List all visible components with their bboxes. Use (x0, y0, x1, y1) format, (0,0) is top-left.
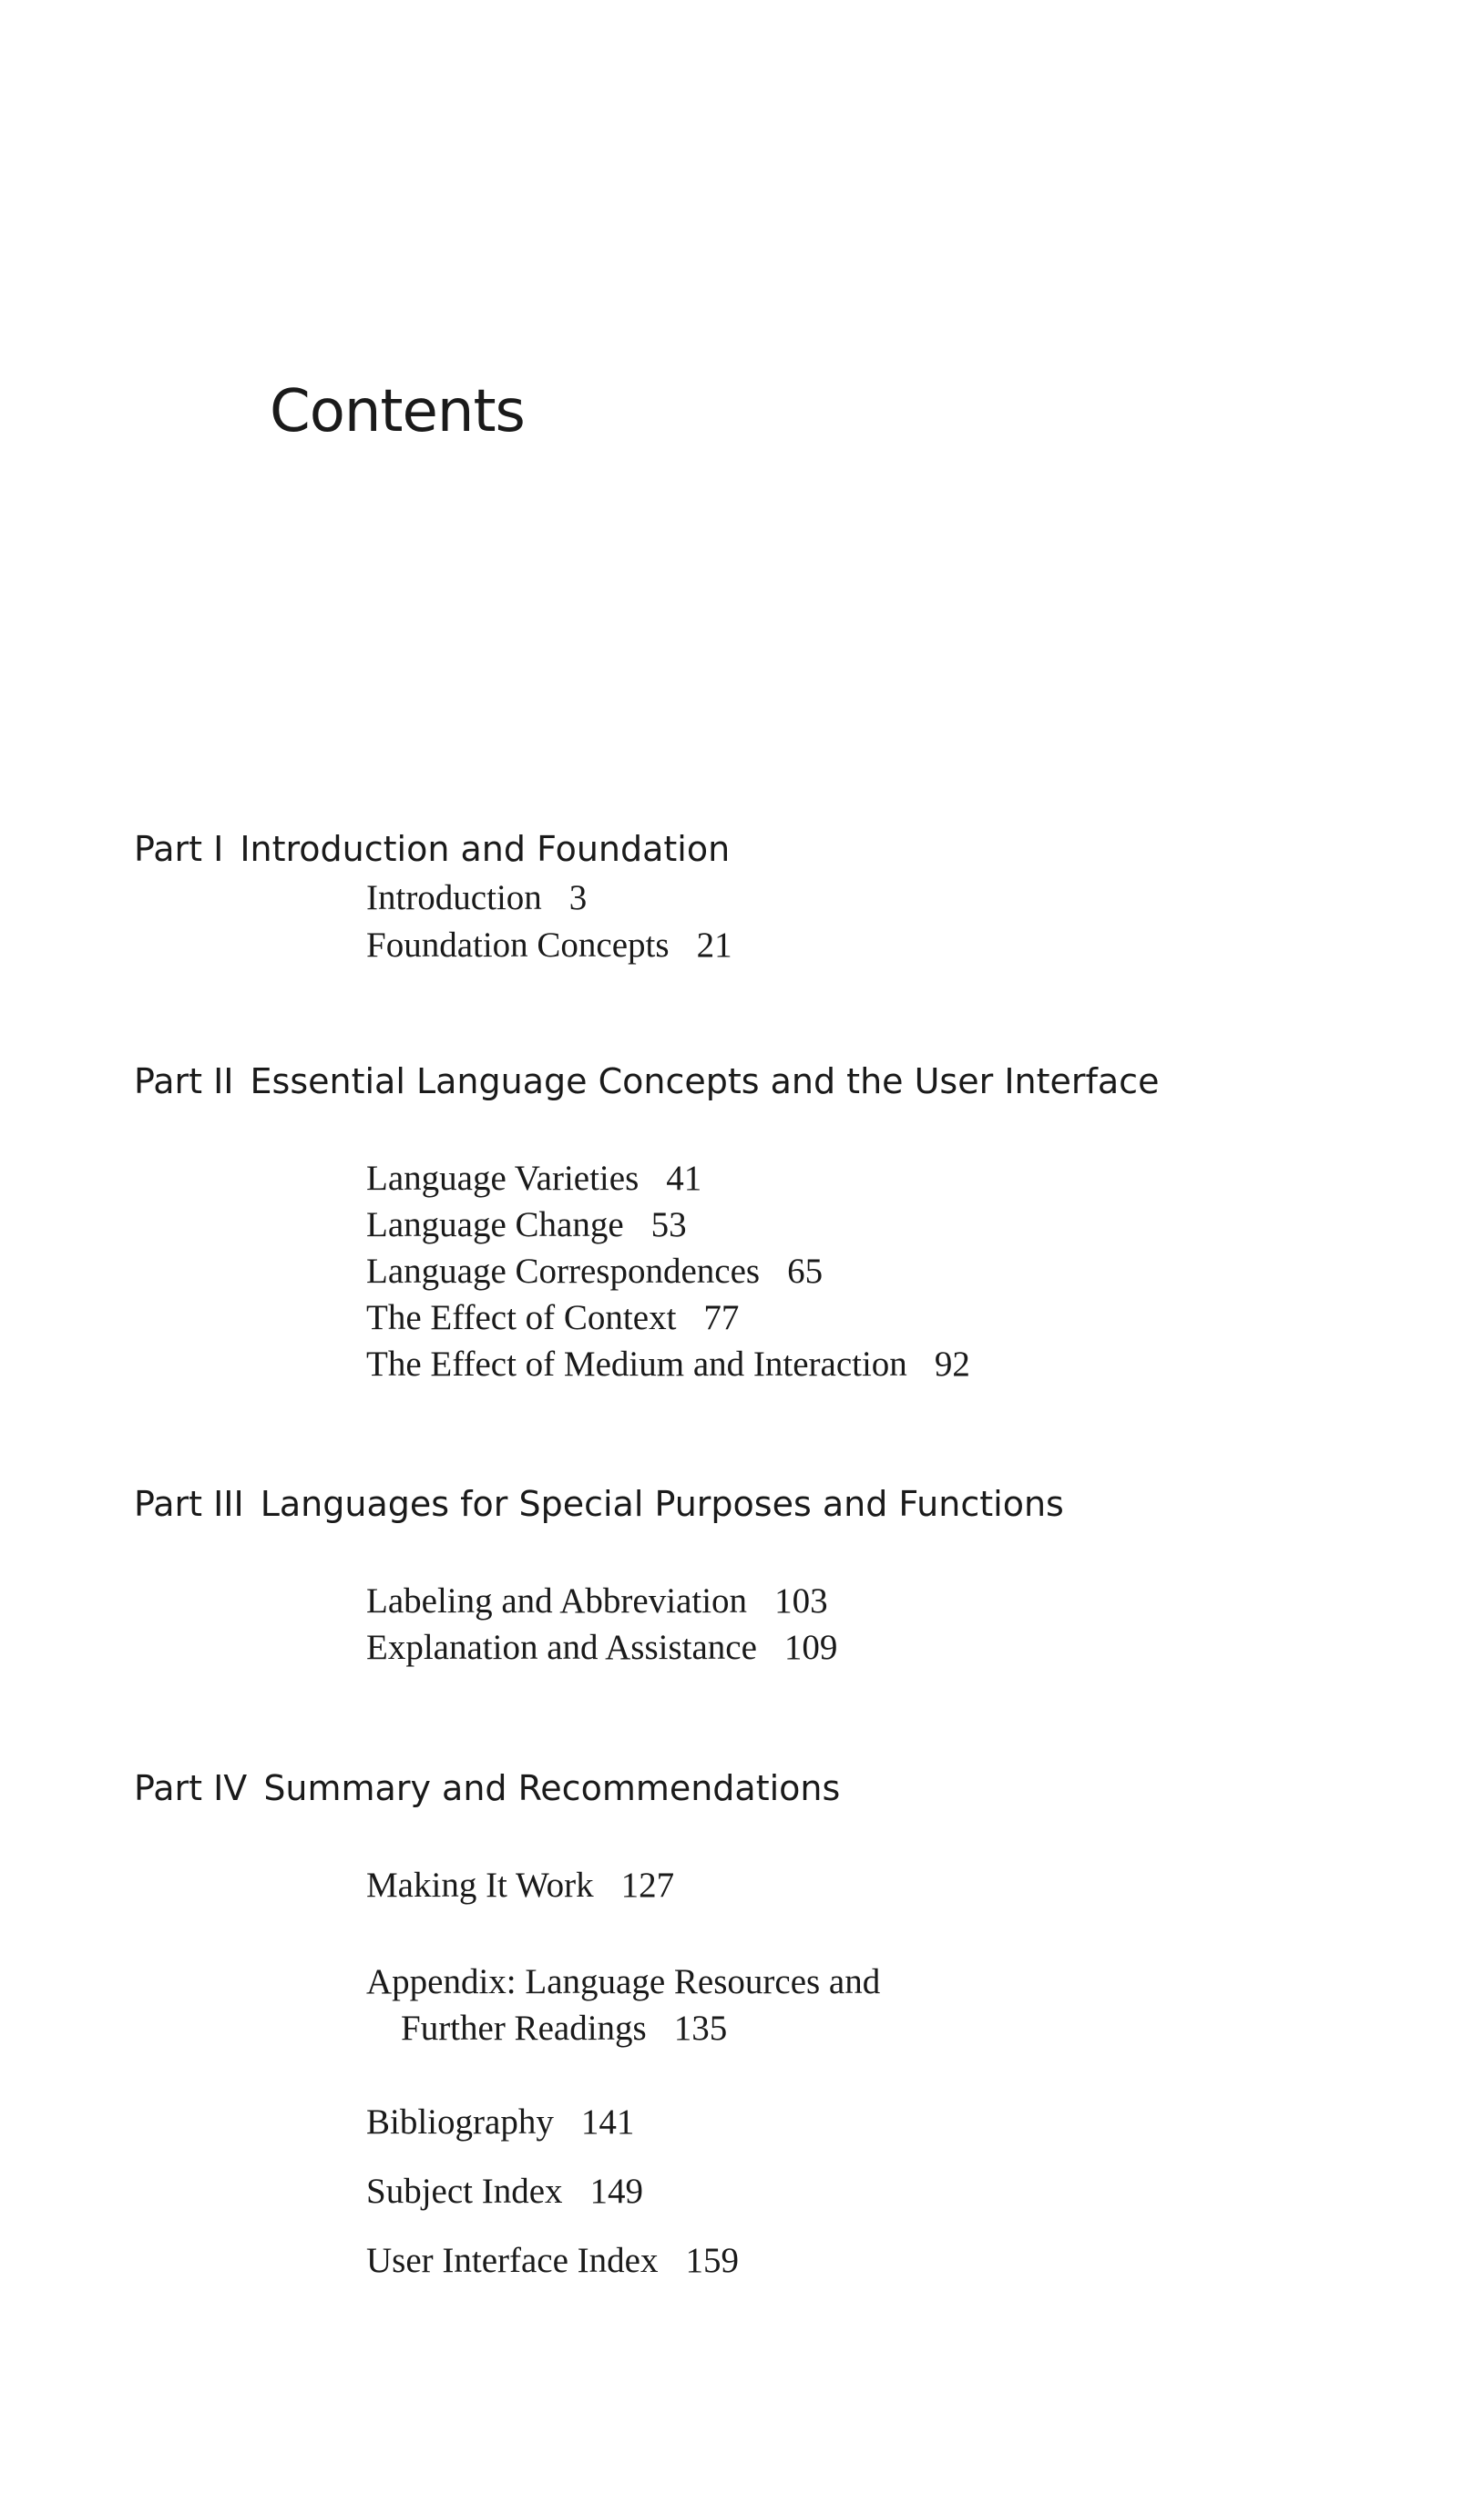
part-title: Introduction and Foundation (240, 829, 731, 869)
part-title: Essential Language Concepts and the User Interface (250, 1061, 1160, 1101)
page-number: 65 (787, 1252, 824, 1291)
appendix-title-line2: Further Readings (401, 2009, 647, 2049)
part-label: Part II (134, 1061, 234, 1101)
page-number: 92 (934, 1345, 970, 1384)
subject-index-title: Subject Index (366, 2172, 563, 2211)
part-heading-1 (134, 829, 731, 869)
chapter-title: Making It Work (366, 1866, 594, 1905)
chapter-title: Language Varieties (366, 1159, 640, 1198)
chapter-title: The Effect of Medium and Interaction (366, 1345, 907, 1384)
page-number: 127 (620, 1866, 675, 1905)
page-number: 103 (774, 1581, 828, 1621)
chapter-title: Language Correspondences (366, 1252, 761, 1291)
chapter-title: The Effect of Context (366, 1298, 677, 1337)
page-number: 21 (696, 926, 732, 965)
toc-entry-appendix[interactable] (366, 1959, 880, 2052)
part-title: Summary and Recommendations (263, 1768, 841, 1808)
part-heading-2 (134, 1061, 1160, 1101)
page-title: Contents (270, 378, 525, 445)
page-number: 159 (685, 2241, 739, 2280)
page-number: 135 (673, 2009, 728, 2049)
chapter-title: Language Change (366, 1205, 624, 1244)
user-interface-index-title: User Interface Index (366, 2241, 659, 2280)
chapter-title: Explanation and Assistance (366, 1628, 757, 1667)
chapter-title: Introduction (366, 878, 542, 917)
bibliography-title: Bibliography (366, 2102, 554, 2142)
chapter-title: Labeling and Abbreviation (366, 1581, 748, 1621)
part-label: Part I (134, 829, 224, 869)
part-title: Languages for Special Purposes and Functions (260, 1484, 1064, 1524)
page-number: 77 (703, 1298, 740, 1337)
appendix-title-line1: Appendix: Language Resources and (366, 1962, 881, 2001)
page-number: 141 (580, 2102, 635, 2142)
page-number: 41 (666, 1159, 702, 1198)
page-number: 53 (650, 1205, 687, 1244)
toc-entry-user-interface-index[interactable] (366, 2237, 739, 2284)
page-number: 149 (589, 2172, 644, 2211)
part-label: Part IV (134, 1768, 248, 1808)
part-heading-3 (134, 1484, 1064, 1524)
page-number: 109 (783, 1628, 838, 1667)
toc-entry-subject-index[interactable] (366, 2168, 643, 2214)
page-number: 3 (568, 878, 588, 917)
part-label: Part III (134, 1484, 244, 1524)
toc-entry-bibliography[interactable] (366, 2099, 634, 2145)
part-heading-4 (134, 1768, 841, 1808)
chapter-title: Foundation Concepts (366, 926, 670, 965)
